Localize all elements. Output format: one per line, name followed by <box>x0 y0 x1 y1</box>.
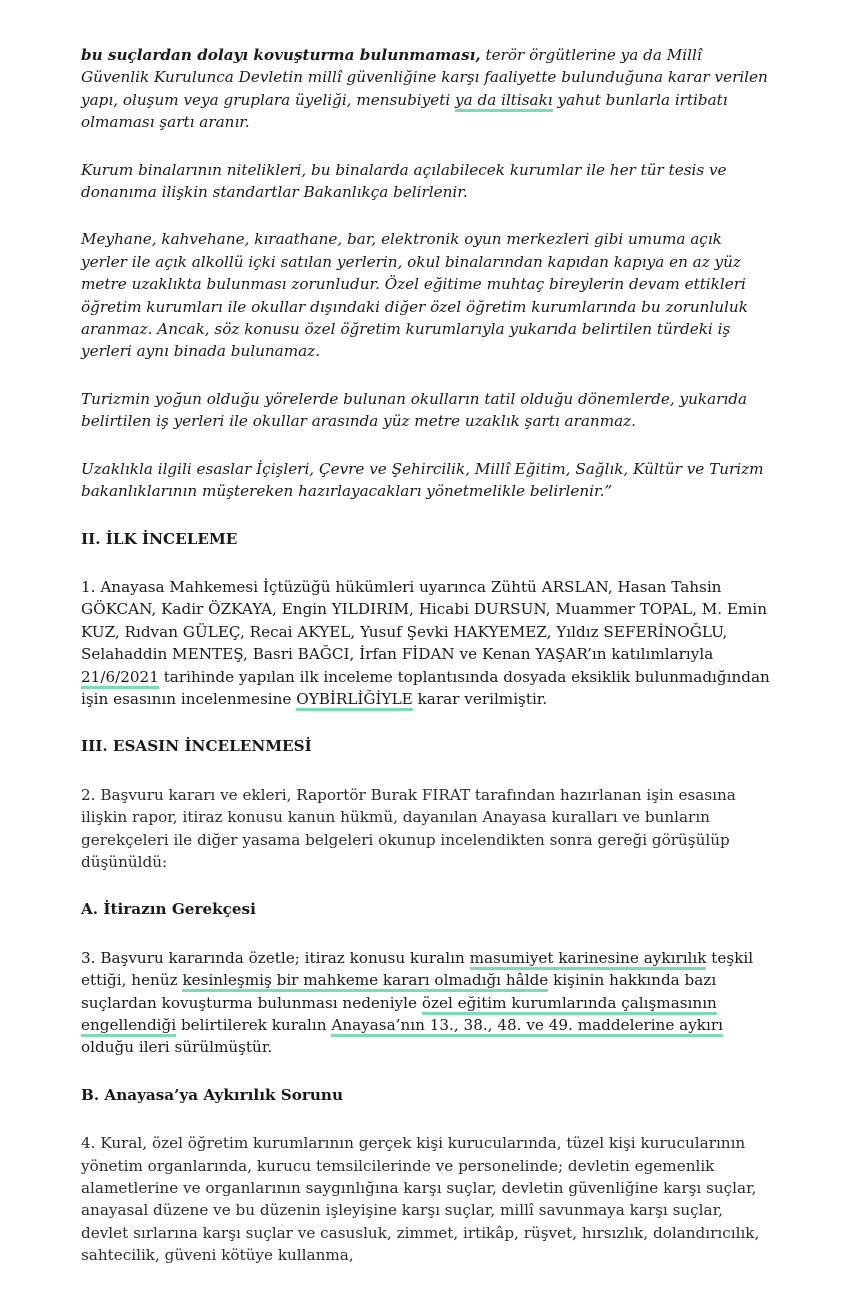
highlighted-date[interactable]: 21/6/2021 <box>81 668 159 689</box>
paragraph-text: karar verilmiştir. <box>412 689 548 708</box>
section-heading-anayasaya-aykirilik: B. Anayasa’ya Aykırılık Sorunu <box>81 1085 344 1104</box>
section-heading-ilk-inceleme: II. İLK İNCELEME <box>81 529 238 548</box>
paragraph-text: teşkil ettiği, henüz <box>81 948 754 990</box>
paragraph-text: olduğu ileri sürülmüştür. <box>81 1038 273 1057</box>
highlighted-phrase[interactable]: kesinleşmiş bir mahkeme kararı olmadığı hâlde <box>182 971 548 992</box>
paragraph-4: 4. Kural, özel öğretim kurumlarının gerçek kişi kurucularında, tüzel kişi kurucularının yönetim organlarında, kurucu temsilcilerinde ve personelinde; devletin egemenlik alametlerine ve organlarının saygınlığına karşı suçlar, devletin güvenliğine karşı suçlar, anayasal düzene ve bu düzenin işleyişine karşı suçlar, millî savunmaya karşı suçlar, devlet sırlarına karşı suçlar ve casusluk, zimmet, irtikâp, rüşvet, hırsızlık, dolandırıcılık, sahtecilik, güveni kötüye kullanma, <box>81 1134 760 1265</box>
paragraph-text: 1. Anayasa Mahkemesi İçtüzüğü hükümleri uyarınca Zühtü ARSLAN, Hasan Tahsin GÖKCAN, Kadir ÖZKAYA, Engin YILDIRIM, Hicabi DURSUN, Muammer TOPAL, M. Emin KUZ, Rıdvan GÜLEÇ, Recai AKYEL, Yusuf Şevki HAKYEMEZ, Yıldız SEFERİNOĞLU, Selahaddin MENTEŞ, Basri BAĞCI, İrfan FİDAN ve Kenan YAŞAR’ın katılımlarıyla <box>81 577 768 664</box>
document-page <box>81 44 771 1292</box>
paragraph-law-text-1 <box>81 44 771 134</box>
paragraph-1 <box>81 576 771 710</box>
paragraph-text: 3. Başvuru kararında özetle; itiraz konusu kuralın <box>81 948 470 967</box>
highlighted-phrase[interactable]: Anayasa’nın 13., 38., 48. ve 49. maddelerine aykırı <box>331 1016 723 1037</box>
paragraph-text: belirtilerek kuralın <box>176 1016 332 1034</box>
bold-phrase: bu suçlardan dolayı kovuşturma bulunmaması, <box>81 46 481 64</box>
paragraph-law-text-5: Uzaklıkla ilgili esaslar İçişleri, Çevre ve Şehircilik, Millî Eğitim, Sağlık, Kültür ve Turizm bakanlıklarının müştereken hazırlayacakları yönetmelikle belirlenir.” <box>81 459 764 501</box>
paragraph-law-text-3: Meyhane, kahvehane, kıraathane, bar, elektronik oyun merkezleri gibi umuma açık yerler ile açık alkollü içki satılan yerlerin, okul binalarından kapıdan kapıya en az yüz metre uzaklıkta bulunması zorunludur. Özel eğitime muhtaç bireylerin devam ettikleri öğretim kurumları ile okullar dışındaki diğer özel öğretim kurumlarında bu zorunluluk aranmaz. Ancak, söz konusu özel öğretim kurumlarıyla yukarıda belirtilen türdeki iş yerleri aynı binada bulunamaz. <box>81 230 748 361</box>
paragraph-3 <box>81 947 771 1059</box>
highlighted-phrase[interactable]: masumiyet karinesine aykırılık <box>470 949 707 970</box>
section-heading-itirazin-gerekcesi: A. İtirazın Gerekçesi <box>81 900 256 919</box>
paragraph-text: terör örgütlerine ya da Millî Güvenlik Kurulunca Devletin millî güvenliğine karşı faaliyette bulunduğuna karar verilen yapı, oluşum veya gruplara üyeliği, mensubiyeti <box>81 46 768 109</box>
paragraph-2: 2. Başvuru kararı ve ekleri, Raportör Burak FIRAT tarafından hazırlanan işin esasına ilişkin rapor, itiraz konusu kanun hükmü, dayanılan Anayasa kuralları ve bunların gerekçeleri ile diğer yasama belgeleri okunup incelendikten sonra gereği görüşülüp düşünüldü: <box>81 785 736 871</box>
paragraph-text: kişinin hakkında bazı suçlardan kovuşturma bulunması nedeniyle <box>81 971 717 1012</box>
paragraph-text: tarihinde yapılan ilk inceleme toplantısında dosyada eksiklik bulunmadığından işin esasının incelenmesine <box>81 667 770 708</box>
paragraph-text: yahut bunlarla irtibatı olmaması şartı aranır. <box>81 90 728 132</box>
highlighted-phrase[interactable]: ya da iltisakı <box>455 91 553 112</box>
highlighted-decision[interactable]: OYBİRLİĞİYLE <box>296 690 413 711</box>
paragraph-law-text-2: Kurum binalarının nitelikleri, bu binalarda açılabilecek kurumlar ile her tür tesis ve donanıma ilişkin standartlar Bakanlıkça belirlenir. <box>81 160 727 202</box>
highlighted-phrase[interactable]: özel eğitim kurumlarında çalışmasının engellendiği <box>81 994 717 1037</box>
paragraph-law-text-4: Turizmin yoğun olduğu yörelerde bulunan okulların tatil olduğu dönemlerde, yukarıda belirtilen iş yerleri ile okullar arasında yüz metre uzaklık şartı aranmaz. <box>81 389 748 431</box>
section-heading-esasin-incelenmesi: III. ESASIN İNCELENMESİ <box>81 737 312 756</box>
